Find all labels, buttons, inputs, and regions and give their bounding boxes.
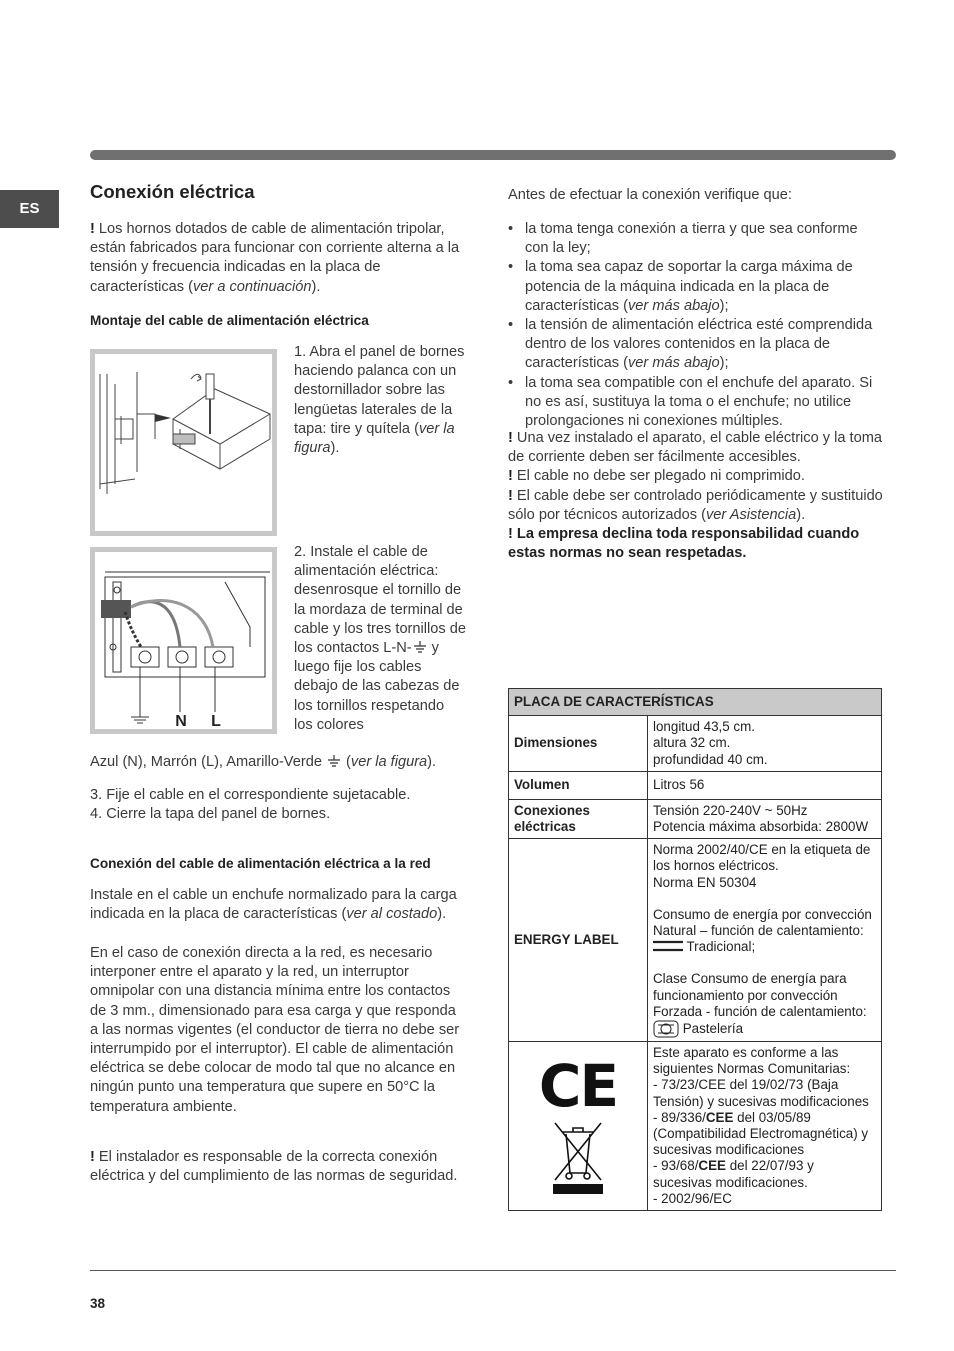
disclaimer: ! La empresa declina toda responsabilidad cuando estas normas no sean respetadas. (508, 526, 860, 562)
connections-label: Conexiones eléctricas (509, 799, 648, 838)
note-no-fold: ! El cable no debe ser plegado ni comprimido. (508, 468, 805, 485)
volume-value: Litros 56 (648, 771, 882, 799)
rating-plate-table (508, 688, 882, 1211)
step-1: 1. Abra el panel de bornes haciendo palanca con un destornillador sobre las lengüetas laterales de la tapa: tire y quítela (ver la figura). (294, 344, 465, 457)
table-row (509, 799, 882, 838)
step-4: 4. Cierre la tapa del panel de bornes. (90, 806, 331, 822)
note-accessible: ! Una vez instalado el aparato, el cable eléctrico y la toma de corriente deben ser fácilmente accesibles. (508, 430, 882, 466)
step-3: 3. Fije el cable en el correspondiente sujetacable. (90, 787, 411, 803)
footer-divider (90, 1270, 896, 1271)
weee-bin-icon (553, 1118, 603, 1194)
figure-terminal-wiring (90, 547, 277, 734)
list-item: • la toma sea compatible con el enchufe del aparato. Si no es así, sustituya la toma o el enchufe; no utilice prolongaciones ni conexiones múltiples. (508, 374, 883, 432)
step-2: 2. Instale el cable de alimentación eléctrica: desenrosque el tornillo de la mordaza de terminal de cable y los tres tornillos de los contactos L-N- y luego fije los cables debajo de las cabezas de los tornillos respetando los colores (294, 544, 466, 733)
notes (508, 429, 883, 563)
energy-label: ENERGY LABEL (509, 839, 648, 1042)
table-row (509, 716, 882, 772)
table-row (509, 839, 882, 1042)
network-heading: Conexión del cable de alimentación eléctrica a la red (90, 856, 431, 871)
table-row (509, 771, 882, 799)
ground-icon (326, 755, 342, 767)
dimensions-label: Dimensiones (509, 716, 648, 772)
checks-intro: Antes de efectuar la conexión verifique que: (508, 187, 792, 203)
table-row (509, 1042, 882, 1211)
header-bar (90, 150, 896, 160)
list-item: • la toma tenga conexión a tierra y que sea conforme con la ley; (508, 220, 883, 258)
note-inspection: ! El cable debe ser controlado periódicamente y sustituido sólo por técnicos autorizados (ver Asistencia). (508, 487, 883, 523)
table-header: PLACA DE CARACTERÍSTICAS (509, 689, 882, 716)
terminal-wiring-illustration (95, 552, 272, 729)
energy-value: Norma 2002/40/CE en la etiqueta de los hornos eléctricos. Norma EN 50304 Consumo de energía por convección Natural – función de calentamiento: Tradicional; Clase Consumo de energía para funcionamiento por convección Forzada - función de calentamiento: Pastelería (648, 839, 882, 1042)
norms-value: Este aparato es conforme a las siguientes Normas Comunitarias: - 73/23/CEE del 19/02/73 (Baja Tensión) y sucesivas modificaciones - 89/336/CEE del 03/05/89 (Compatibilidad Electromagnética) y sucesivas modificaciones - 93/68/CEE del 22/07/93 y sucesivas modificaciones. - 2002/96/EC (648, 1042, 882, 1211)
list-item: • la tensión de alimentación eléctrica esté comprendida dentro de los valores contenidos en la placa de características (ver más abajo); (508, 316, 883, 374)
figure-terminal-panel (90, 349, 277, 536)
ce-mark-icon: CE (538, 1051, 618, 1120)
step-2-colors: Azul (N), Marrón (L), Amarillo-Verde (ver la figura). (90, 754, 437, 770)
dimensions-value: longitud 43,5 cm. altura 32 cm. profundidad 40 cm. (648, 716, 882, 772)
ground-icon (412, 641, 428, 653)
conventional-heating-icon (653, 940, 683, 952)
network-paragraph-1: Instale en el cable un enchufe normalizado para la carga indicada en la placa de características (ver al costado). (90, 887, 457, 923)
table-row (509, 689, 882, 716)
pastry-function-icon (653, 1020, 679, 1038)
installer-note: ! El instalador es responsable de la correcta conexión eléctrica y del cumplimiento de las normas de seguridad. (90, 1149, 458, 1185)
language-tab: ES (0, 190, 59, 228)
checks-list (508, 220, 883, 431)
certification-marks (509, 1042, 648, 1211)
cable-clamp (101, 600, 131, 618)
network-paragraph-2: En el caso de conexión directa a la red, es necesario interponer entre el aparato y la red, un interruptor omnipolar con una distancia mínima entre los contactos de 3 mm., dimensionado para esa carga y que responda a las normas vigentes (el conductor de tierra no debe ser interrumpido por el interruptor). El cable de alimentación eléctrica se debe colocar de modo tal que no alcance en ningún punto una temperatura que supere en 50°C la temperatura ambiente. (90, 945, 460, 1115)
assembly-heading: Montaje del cable de alimentación eléctrica (90, 313, 369, 328)
label-l: L (211, 713, 221, 729)
page-number: 38 (90, 1296, 106, 1311)
connections-value: Tensión 220-240V ~ 50Hz Potencia máxima absorbida: 2800W (648, 799, 882, 838)
label-n: N (175, 713, 187, 729)
page-title: Conexión eléctrica (90, 181, 255, 202)
intro-paragraph: ! Los hornos dotados de cable de alimentación tripolar, están fabricados para funcionar con corriente alterna a la tensión y frecuencia indicadas en la placa de características (ver a continuación). (90, 221, 460, 295)
volume-label: Volumen (509, 771, 648, 799)
list-item: • la toma sea capaz de soportar la carga máxima de potencia de la máquina indicada en la placa de características (ver más abajo); (508, 258, 883, 316)
terminal-panel-illustration (95, 354, 272, 531)
